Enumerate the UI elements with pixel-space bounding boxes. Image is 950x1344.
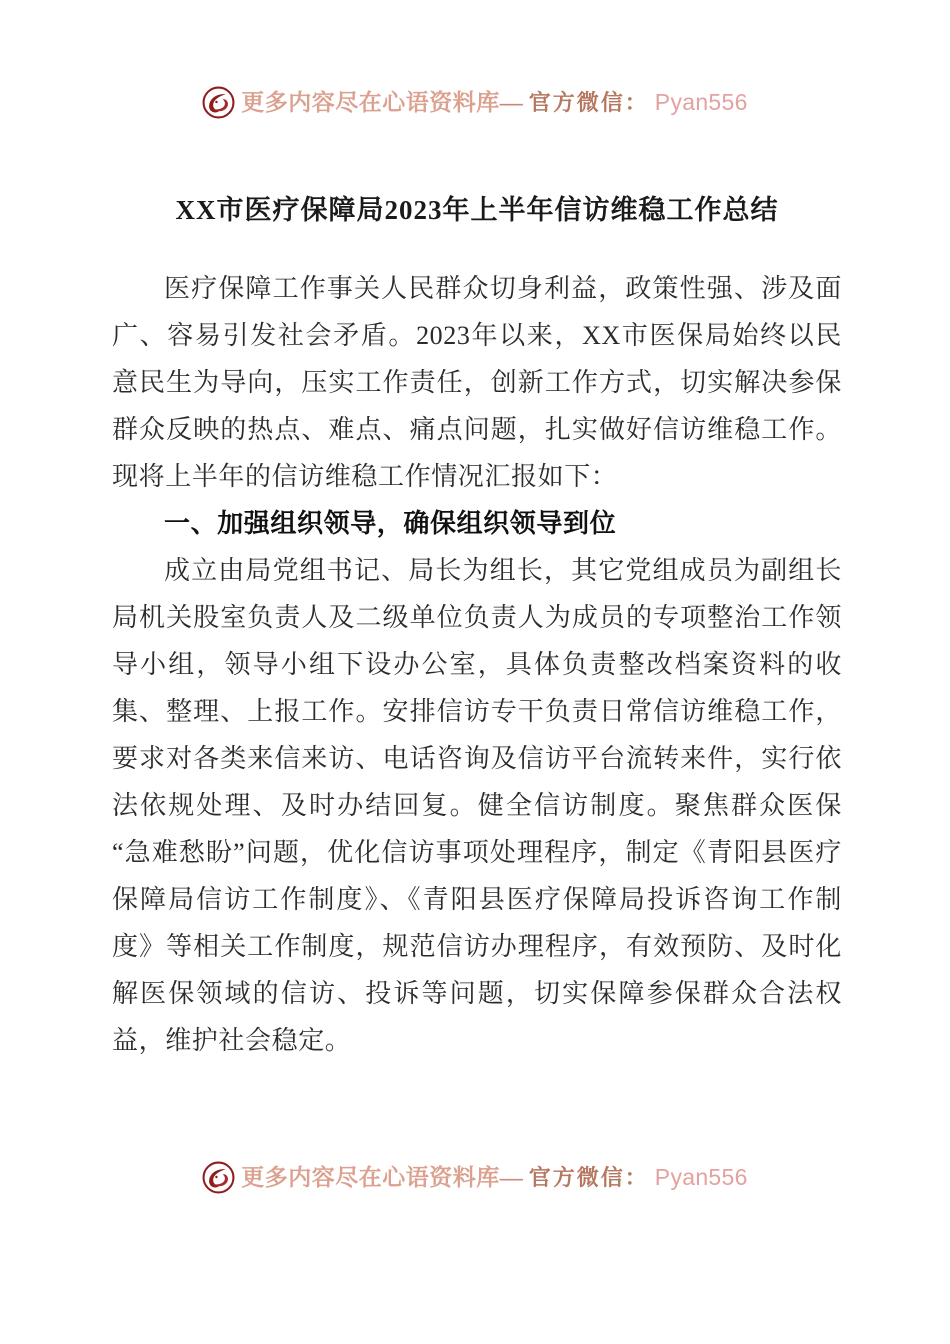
watermark-banner-bottom xyxy=(0,1161,950,1194)
watermark-brand-text: 更多内容尽在心语资料库— xyxy=(241,90,523,115)
watermark-dash: — xyxy=(499,1165,523,1190)
watermark-wechat-label: 官方微信： xyxy=(528,89,649,115)
page-title: XX市医疗保障局2023年上半年信访维稳工作总结 xyxy=(175,195,779,225)
watermark-wechat-handle: Pyan556 xyxy=(654,1164,748,1190)
document-content xyxy=(112,190,842,1064)
watermark-banner-top xyxy=(0,86,950,119)
watermark-wechat-handle: Pyan556 xyxy=(654,89,748,115)
section-heading-one: 一、加强组织领导，确保组织领导到位 xyxy=(164,507,617,538)
watermark-dash: — xyxy=(499,90,523,115)
xinyu-circular-bird-logo-icon xyxy=(202,1161,235,1194)
watermark-brand-text: 更多内容尽在心语资料库— xyxy=(241,1165,523,1190)
xinyu-circular-bird-logo-icon xyxy=(202,86,235,119)
watermark-wechat-label: 官方微信： xyxy=(528,1164,649,1190)
section-one-body: 成立由局党组书记、局长为组长，其它党组成员为副组长局机关股室负责人及二级单位负责人为成员的专项整治工作领导小组，领导小组下设办公室，具体负责整改档案资料的收集、整理、上报工作。安排信访专干负责日常信访维稳工作，要求对各类来信来访、电话咨询及信访平台流转来件，实行依法依规处理、及时办结回复。健全信访制度。聚焦群众医保“急难愁盼”问题，优化信访事项处理程序，制定《青阳县医疗保障局信访工作制度》、《青阳县医疗保障局投诉咨询工作制度》等相关工作制度，规范信访办理程序，有效预防、及时化解医保领域的信访、投诉等问题，切实保障参保群众合法权益，维护社会稳定。 xyxy=(112,555,842,1055)
intro-paragraph: 医疗保障工作事关人民群众切身利益，政策性强、涉及面广、容易引发社会矛盾。2023年以来，XX市医保局始终以民意民生为导向，压实工作责任，创新工作方式，切实解决参保群众反映的热点、难点、痛点问题，扎实做好信访维稳工作。现将上半年的信访维稳工作情况汇报如下： xyxy=(112,273,843,491)
